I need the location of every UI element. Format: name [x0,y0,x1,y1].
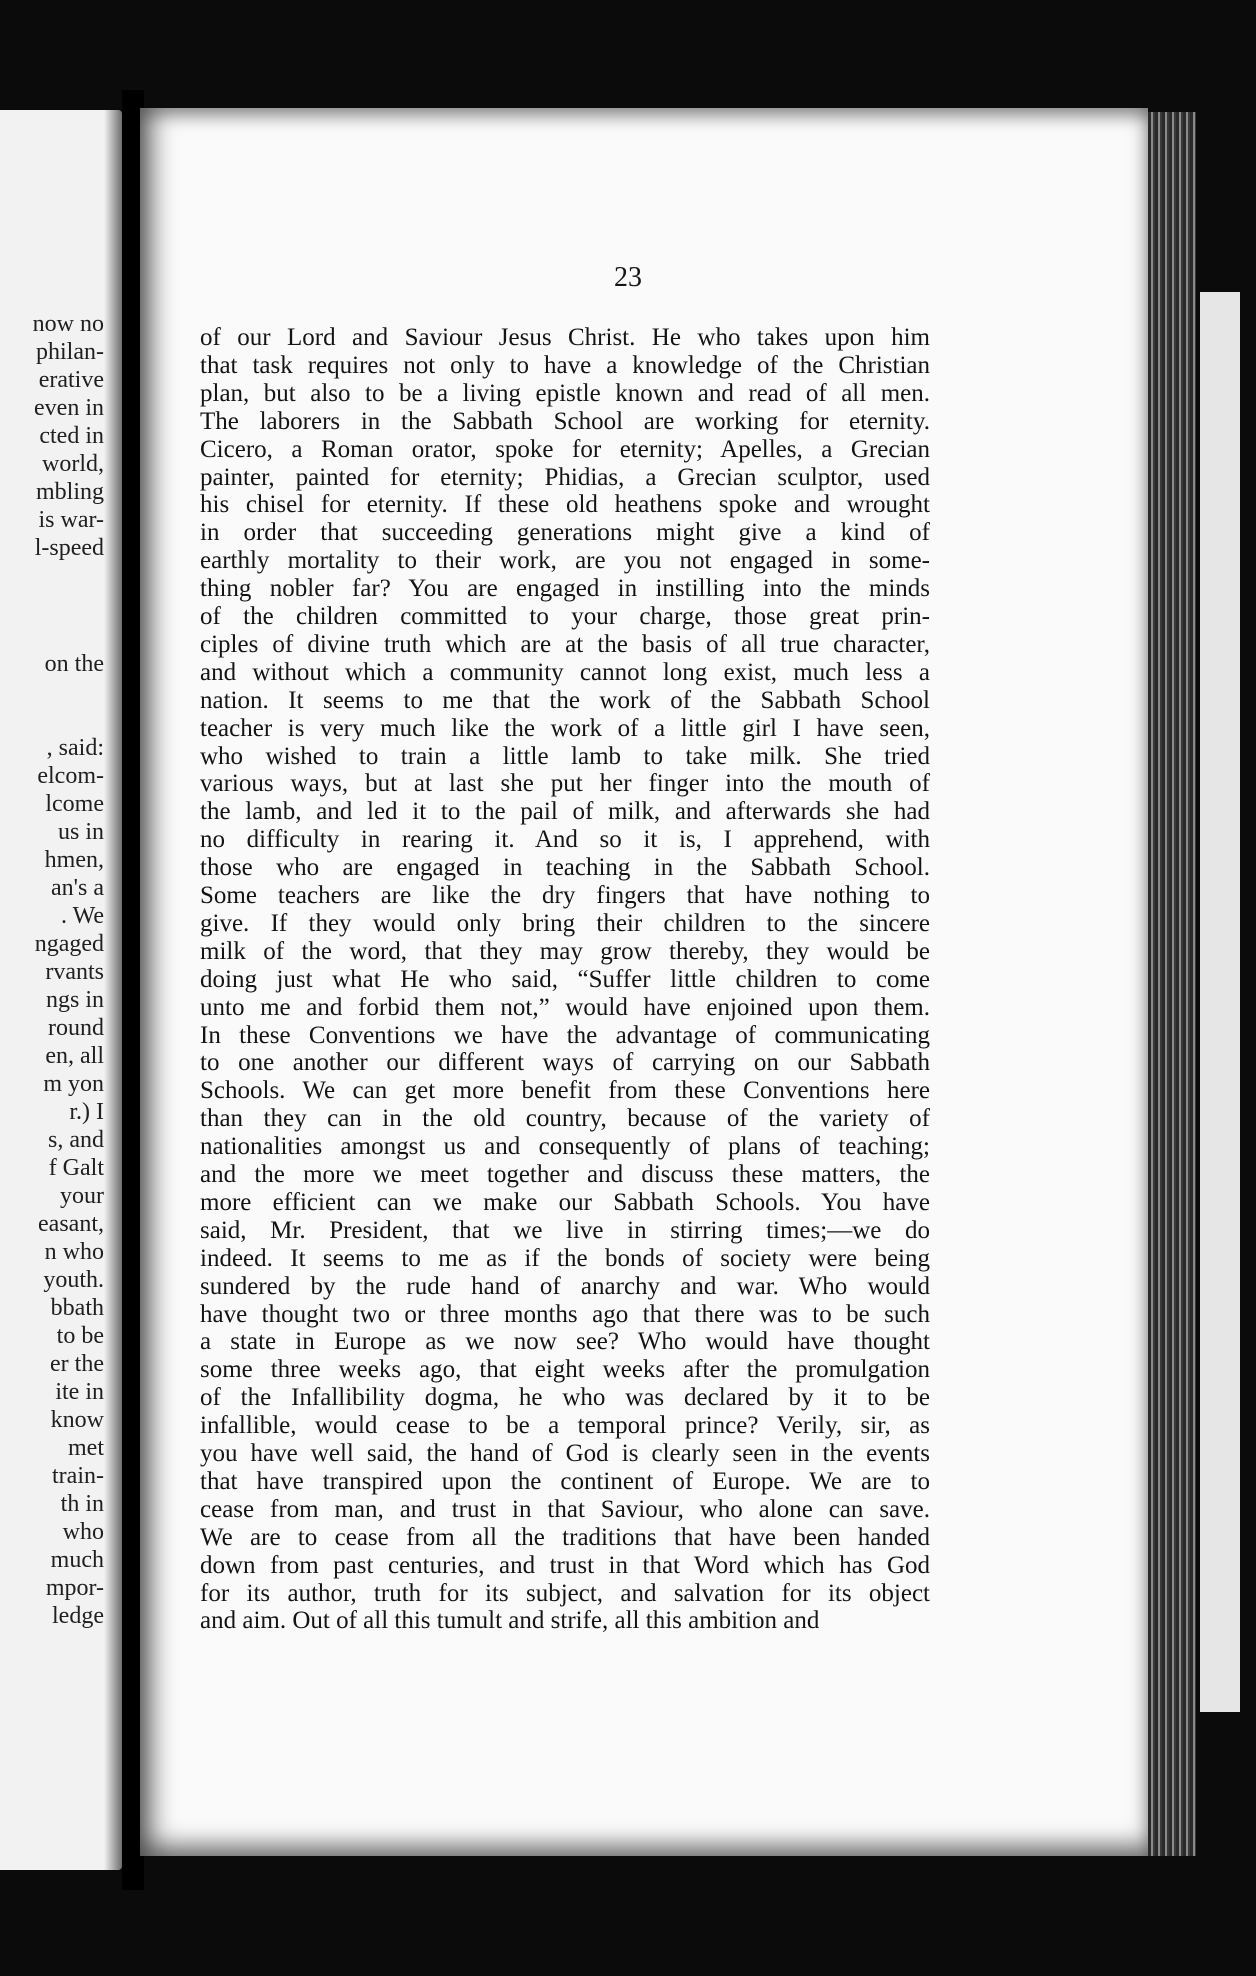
body-text-line: give. If they would only bring their children to the sincere [200,910,930,937]
left-page-line: who [62,1519,104,1545]
next-page-edge [1200,292,1240,1712]
left-page-line: cted in [39,423,104,449]
body-text-line: earthly mortality to their work, are you not engaged in some- [200,547,930,574]
left-page-line: bbath [50,1295,104,1321]
body-text-line: We are to cease from all the traditions that have been handed [200,1524,930,1551]
body-text-line: nation. It seems to me that the work of the Sabbath School [200,687,930,714]
left-page-line: youth. [43,1267,104,1293]
body-text-line: Schools. We can get more benefit from these Conventions here [200,1077,930,1104]
left-page-line: th in [60,1491,104,1517]
left-page-line: n who [44,1239,104,1265]
left-page-line: your [60,1183,104,1209]
left-page-line: easant, [38,1211,104,1237]
left-page-line: , said: [46,735,104,761]
left-page-line: ngaged [34,931,104,957]
body-text-line: nationalities amongst us and consequently of plans of teaching; [200,1133,930,1160]
body-text-line: thing nobler far? You are engaged in instilling into the minds [200,575,930,602]
body-text-line: in order that succeeding generations might give a kind of [200,519,930,546]
body-text-line: cease from man, and trust in that Saviour, who alone can save. [200,1496,930,1523]
body-text-line: of the children committed to your charge, those great prin- [200,603,930,630]
left-page-line: m yon [43,1071,104,1097]
left-page-line: us in [57,819,104,845]
body-text-line: that task requires not only to have a knowledge of the Christian [200,352,930,379]
body-text-line: In these Conventions we have the advantage of communicating [200,1022,930,1049]
left-page-line: er the [50,1351,104,1377]
left-page-line: rvants [45,959,104,985]
left-page-line: on the [44,651,104,677]
body-text-line: The laborers in the Sabbath School are working for eternity. [200,408,930,435]
left-page-line: . We [61,903,104,929]
left-page-line: train- [52,1463,104,1489]
left-page-line: ledge [52,1603,104,1629]
left-page-line: round [48,1015,104,1041]
left-page-line: met [68,1435,104,1461]
left-page-line: erative [38,367,104,393]
body-text-line: unto me and forbid them not,” would have enjoined upon them. [200,994,930,1021]
left-page-line: en, all [45,1043,104,1069]
body-text-line: for its author, truth for its subject, and salvation for its object [200,1580,930,1607]
body-text-line: than they can in the old country, because of the variety of [200,1105,930,1132]
body-text-line: Cicero, a Roman orator, spoke for eternity; Apelles, a Grecian [200,436,930,463]
left-page-line: ite in [55,1379,104,1405]
body-text-line: of our Lord and Saviour Jesus Christ. He who takes upon him [200,324,930,351]
left-page-line: elcom- [37,763,104,789]
body-text-line: of the Infallibility dogma, he who was declared by it to be [200,1384,930,1411]
body-text-line: no difficulty in rearing it. And so it is, I apprehend, with [200,826,930,853]
body-text-line: the lamb, and led it to the pail of milk, and afterwards she had [200,798,930,825]
left-page-line: philan- [36,339,104,365]
left-page-line: mbling [35,479,104,505]
body-text-line: sundered by the rude hand of anarchy and war. Who would [200,1273,930,1300]
body-text-line: various ways, but at last she put her finger into the mouth of [200,770,930,797]
body-text-line: ciples of divine truth which are at the basis of all true character, [200,631,930,658]
left-page-fragment [0,110,122,1870]
left-page-line: know [50,1407,104,1433]
body-text-line: said, Mr. President, that we live in stirring times;—we do [200,1217,930,1244]
left-page-line: now no [32,311,104,337]
body-text-line: to one another our different ways of carrying on our Sabbath [200,1049,930,1076]
page-number: 23 [614,262,642,293]
body-text-line: a state in Europe as we now see? Who would have thought [200,1328,930,1355]
body-text-line: you have well said, the hand of God is clearly seen in the events [200,1440,930,1467]
body-text-line: down from past centuries, and trust in that Word which has God [200,1552,930,1579]
body-text-line: infallible, would cease to be a temporal prince? Verily, sir, as [200,1412,930,1439]
body-text-line: plan, but also to be a living epistle known and read of all men. [200,380,930,407]
left-page-line: f Galt [48,1155,104,1181]
body-text-line: those who are engaged in teaching in the Sabbath School. [200,854,930,881]
left-page-line: to be [56,1323,104,1349]
body-text-line: teacher is very much like the work of a little girl I have seen, [200,715,930,742]
body-text-line: and the more we meet together and discuss these matters, the [200,1161,930,1188]
left-page-line: an's a [51,875,104,901]
left-page-line: s, and [48,1127,104,1153]
left-page-line: lcome [45,791,104,817]
body-text-line: some three weeks ago, that eight weeks after the promulgation [200,1356,930,1383]
left-page-line: ngs in [45,987,104,1013]
body-text-line: Some teachers are like the dry fingers that have nothing to [200,882,930,909]
left-page-line: even in [34,395,104,421]
left-page-line: l-speed [34,535,104,561]
body-text-line: who wished to train a little lamb to take milk. She tried [200,743,930,770]
body-text-line: his chisel for eternity. If these old heathens spoke and wrought [200,491,930,518]
left-page-line: hmen, [44,847,104,873]
body-text-line: indeed. It seems to me as if the bonds of society were being [200,1245,930,1272]
body-text-line: painter, painted for eternity; Phidias, a Grecian sculptor, used [200,464,930,491]
page-edges [1148,112,1196,1856]
body-text-line: doing just what He who said, “Suffer little children to come [200,966,930,993]
left-page-line: mpor- [45,1575,104,1601]
body-text-line: have thought two or three months ago that there was to be such [200,1301,930,1328]
left-page-line: r.) I [69,1099,104,1125]
body-text-line: milk of the word, that they may grow thereby, they would be [200,938,930,965]
body-text-line: and without which a community cannot long exist, much less a [200,659,930,686]
body-text-line: more efficient can we make our Sabbath Schools. You have [200,1189,930,1216]
left-page-line: world, [42,451,104,477]
body-text-line: that have transpired upon the continent of Europe. We are to [200,1468,930,1495]
body-text-line: and aim. Out of all this tumult and strife, all this ambition and [200,1607,820,1634]
left-page-line: much [50,1547,104,1573]
left-page-line: is war- [38,507,104,533]
